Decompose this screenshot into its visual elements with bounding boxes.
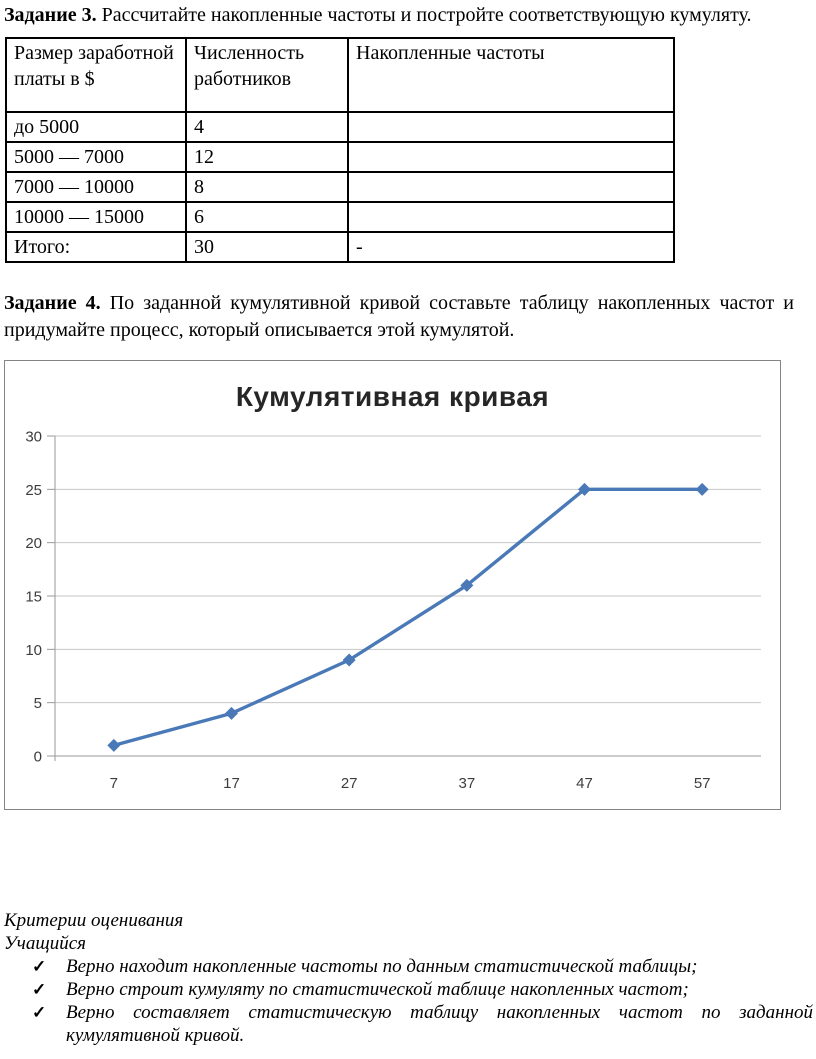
task3-text: Рассчитайте накопленные частоты и постройте соответствующую кумуляту.	[96, 4, 752, 26]
checkmark-icon: ✓	[32, 1003, 47, 1022]
svg-text:27: 27	[340, 775, 358, 792]
criteria-item	[4, 955, 813, 978]
criteria-item-text: Верно находит накопленные частоты по данным статистической таблицы;	[66, 956, 698, 977]
criteria-section	[4, 909, 813, 1047]
criteria-item-text: Верно строит кумуляту по статистической таблице накопленных частот;	[66, 979, 689, 1000]
svg-text:37: 37	[458, 775, 476, 792]
table-cell: 6	[186, 202, 348, 232]
task4-paragraph	[4, 290, 794, 344]
task4-text: По заданной кумулятивной кривой составьте таблицу накопленных частот и придумайте процесс, который описывается этой кумулятой.	[4, 292, 794, 341]
table-cell: 8	[186, 172, 348, 202]
table-cell	[348, 142, 674, 172]
table-cell	[348, 112, 674, 142]
criteria-subheading: Учащийся	[4, 933, 86, 954]
table-cell: -	[348, 232, 674, 262]
criteria-item-text: Верно составляет статистическую таблицу накопленных частот по заданной кумулятивной кривой.	[66, 1002, 813, 1046]
table-cell: 5000 — 7000	[6, 142, 186, 172]
checkmark-icon: ✓	[32, 957, 47, 976]
checkmark-icon: ✓	[32, 980, 47, 999]
table-cell: 12	[186, 142, 348, 172]
table-cell: 30	[186, 232, 348, 262]
table-cell: до 5000	[6, 112, 186, 142]
table-cell: 7000 — 10000	[6, 172, 186, 202]
table-cell: 10000 — 15000	[6, 202, 186, 232]
svg-text:57: 57	[693, 775, 711, 792]
task3-paragraph	[4, 2, 810, 29]
table-header-salary: Размер заработной платы в $	[6, 38, 186, 112]
table-cell	[348, 202, 674, 232]
svg-text:0: 0	[33, 748, 42, 766]
svg-text:30: 30	[25, 428, 42, 446]
task3-label: Задание 3.	[4, 4, 97, 26]
svg-text:17: 17	[223, 775, 240, 792]
svg-text:10: 10	[25, 641, 42, 659]
svg-text:20: 20	[25, 535, 42, 553]
table-header-row	[6, 38, 674, 112]
criteria-heading: Критерии оценивания	[4, 910, 184, 931]
svg-text:7: 7	[109, 775, 119, 792]
table-row	[6, 142, 674, 172]
svg-text:25: 25	[25, 481, 42, 499]
table-row	[6, 202, 674, 232]
svg-text:47: 47	[576, 775, 593, 792]
table-cell: Итого:	[6, 232, 186, 262]
table-row	[6, 112, 674, 142]
svg-text:15: 15	[25, 588, 42, 606]
svg-text:5: 5	[33, 695, 42, 713]
task4-label: Задание 4.	[4, 292, 101, 314]
cumulative-chart	[4, 360, 781, 810]
table-row	[6, 172, 674, 202]
cumulative-chart-plot	[5, 361, 778, 807]
table-header-workers: Численность работников	[186, 38, 348, 112]
chart-title: Кумулятивная кривая	[235, 381, 550, 412]
table-header-cumulative: Накопленные частоты	[348, 38, 674, 112]
frequency-table	[5, 37, 675, 263]
criteria-item	[4, 1001, 813, 1047]
table-row-total	[6, 232, 674, 262]
criteria-item	[4, 978, 813, 1001]
table-cell	[348, 172, 674, 202]
table-cell: 4	[186, 112, 348, 142]
